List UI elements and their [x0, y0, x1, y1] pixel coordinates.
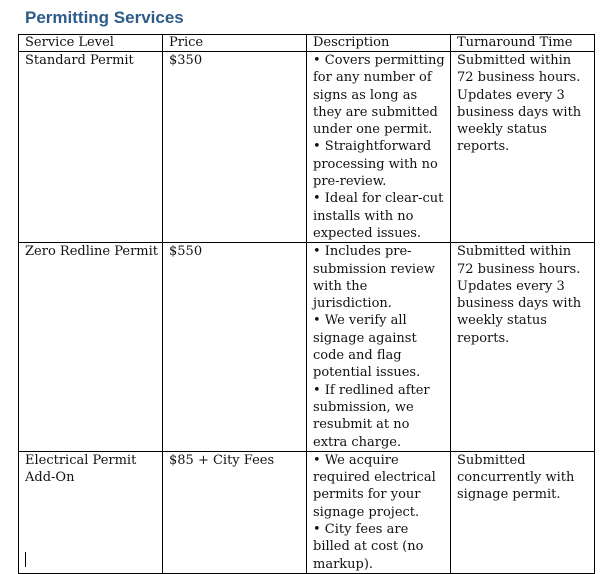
cell-service-level: Electrical Permit Add-On [19, 451, 163, 573]
header-description: Description [307, 35, 451, 52]
table-row-standard-permit [19, 52, 595, 243]
cell-turnaround: Submitted within 72 business hours. Updates every 3 business days with weekly status reports. [451, 52, 595, 243]
section-heading: Permitting Services [25, 8, 184, 27]
cell-description [307, 52, 451, 243]
description-bullet: • We verify all signage against code and flag potential issues. [313, 313, 421, 381]
description-bullet: • City fees are billed at cost (no markup). [313, 522, 424, 572]
description-bullet: • We acquire required electrical permits for your signage project. [313, 452, 436, 520]
description-bullet: • Ideal for clear-cut installs with no expected issues. [313, 191, 444, 241]
cell-service-level: Standard Permit [19, 52, 163, 243]
cell-price: $350 [163, 52, 307, 243]
cell-price: $85 + City Fees [163, 451, 307, 573]
cell-description [307, 243, 451, 452]
description-bullet: • Straightforward processing with no pre-review. [313, 139, 438, 190]
permitting-services-table [18, 34, 595, 574]
text-cursor[interactable] [25, 552, 26, 567]
header-service-level: Service Level [19, 35, 163, 52]
table-row-electrical-permit-add-on [19, 451, 595, 573]
description-bullet: • Includes pre-submission review with the jurisdiction. [313, 244, 435, 312]
description-bullet: • If redlined after submission, we resubmit at no extra charge. [313, 382, 430, 450]
header-turnaround-time: Turnaround Time [451, 35, 595, 52]
cell-turnaround: Submitted concurrently with signage permit. [451, 451, 595, 573]
header-price: Price [163, 35, 307, 52]
table-header-row [19, 35, 595, 52]
cell-description [307, 451, 451, 573]
cell-price: $550 [163, 243, 307, 452]
table-row-zero-redline-permit [19, 243, 595, 452]
cell-turnaround: Submitted within 72 business hours. Updates every 3 business days with weekly status reports. [451, 243, 595, 452]
cell-service-level: Zero Redline Permit [19, 243, 163, 452]
description-bullet: • Covers permitting for any number of signs as long as they are submitted under one permit. [313, 53, 445, 138]
